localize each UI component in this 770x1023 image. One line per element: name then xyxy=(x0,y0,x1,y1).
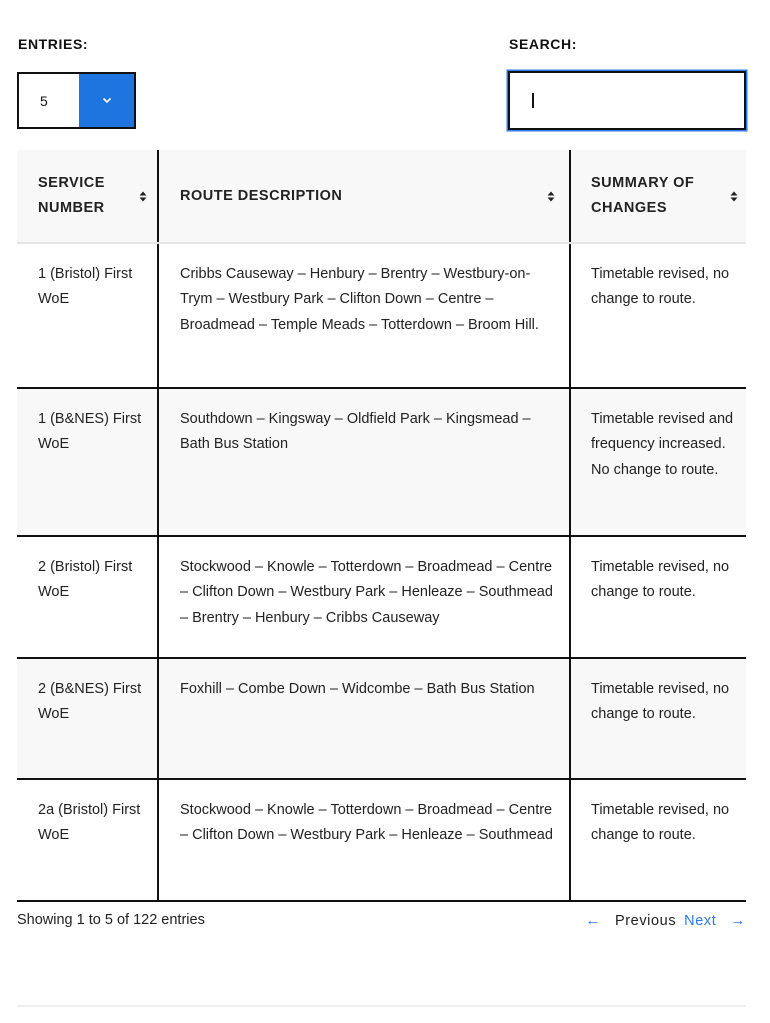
summary-cell: Timetable revised, no change to route. xyxy=(591,802,730,844)
sort-icon[interactable] xyxy=(139,191,147,202)
table-footer xyxy=(17,912,746,936)
service-number-cell: 1 (B&NES) First WoE xyxy=(17,389,159,535)
search-label: SEARCH: xyxy=(509,36,577,52)
sort-icon[interactable] xyxy=(730,191,738,202)
entries-select-value[interactable]: 5 xyxy=(19,74,79,127)
summary-cell: Timetable revised and frequency increased. No change to route. xyxy=(591,411,734,478)
column-header-service-number[interactable] xyxy=(17,150,159,242)
service-number-cell: 2a (Bristol) First WoE xyxy=(17,780,159,900)
next-button[interactable]: Next xyxy=(684,912,717,929)
entries-label: ENTRIES: xyxy=(18,36,89,52)
sort-icon[interactable] xyxy=(547,191,555,202)
chevron-down-icon xyxy=(102,97,112,104)
summary-cell: Timetable revised, no change to route. xyxy=(591,559,730,601)
route-description-cell: Stockwood – Knowle – Totterdown – Broadmead – Centre – Clifton Down – Westbury Park – Henleaze – Southmead xyxy=(159,780,571,900)
entries-dropdown-button[interactable] xyxy=(79,74,134,127)
arrow-right-icon[interactable]: → xyxy=(730,912,746,929)
route-description-cell: Cribbs Causeway – Henbury – Brentry – Westbury-on-Trym – Westbury Park – Clifton Down – Centre – Broadmead – Temple Meads – Totterdown – Broom Hill. xyxy=(159,244,571,387)
entries-info: Showing 1 to 5 of 122 entries xyxy=(17,912,205,928)
table-row xyxy=(17,537,746,659)
table-row xyxy=(17,780,746,902)
route-description-cell: Stockwood – Knowle – Totterdown – Broadmead – Centre – Clifton Down – Westbury Park – Henleaze – Southmead – Brentry – Henbury – Cribbs Causeway xyxy=(159,537,571,657)
column-header-label: SUMMARY OF CHANGES xyxy=(591,175,695,216)
search-input[interactable] xyxy=(510,73,744,128)
table-header-row xyxy=(17,150,746,244)
table-row xyxy=(17,389,746,537)
previous-button[interactable]: Previous xyxy=(614,912,677,929)
service-number-cell: 2 (B&NES) First WoE xyxy=(17,659,159,778)
column-header-route-description[interactable] xyxy=(159,150,571,242)
routes-table xyxy=(17,150,746,902)
summary-cell: Timetable revised, no change to route. xyxy=(591,681,730,723)
summary-cell: Timetable revised, no change to route. xyxy=(591,266,730,308)
route-description-cell: Foxhill – Combe Down – Widcombe – Bath Bus Station xyxy=(159,659,571,778)
section-divider xyxy=(17,1005,746,1007)
route-description-cell: Southdown – Kingsway – Oldfield Park – Kingsmead – Bath Bus Station xyxy=(159,389,571,535)
table-controls xyxy=(0,0,770,140)
table-row xyxy=(17,244,746,389)
service-number-cell: 1 (Bristol) First WoE xyxy=(17,244,159,387)
arrow-left-icon[interactable]: ← xyxy=(585,912,601,929)
search-field[interactable] xyxy=(508,71,746,130)
service-number-cell: 2 (Bristol) First WoE xyxy=(17,537,159,657)
pagination xyxy=(585,912,746,929)
column-header-summary-of-changes[interactable] xyxy=(571,150,746,242)
entries-select[interactable] xyxy=(17,72,136,129)
column-header-label: SERVICE NUMBER xyxy=(38,175,105,216)
table-row xyxy=(17,659,746,780)
column-header-label: ROUTE DESCRIPTION xyxy=(180,187,343,204)
